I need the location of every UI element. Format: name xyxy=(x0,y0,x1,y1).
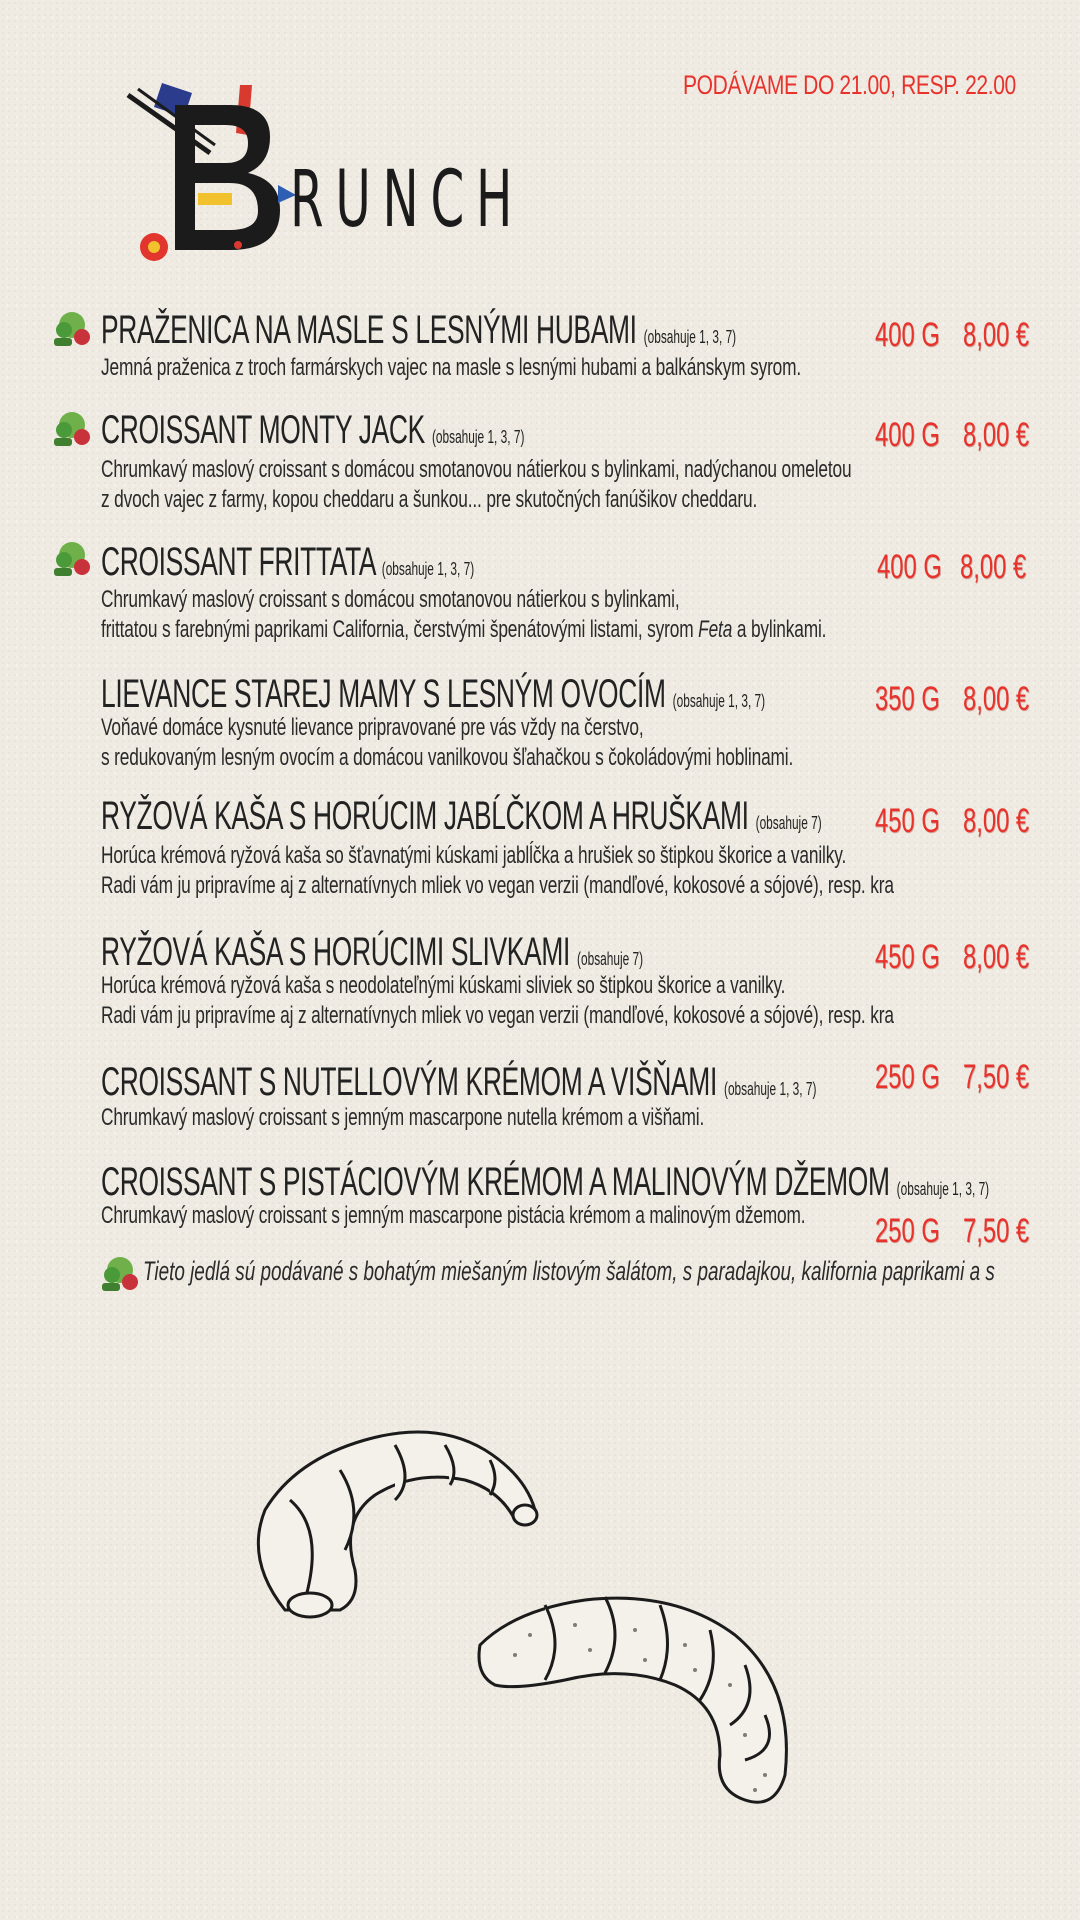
item-weight: 400 G xyxy=(877,548,942,586)
item-description: Chrumkavý maslový croissant s jemným mascarpone nutella krémom a višňami. xyxy=(101,1104,705,1131)
item-weight: 350 G xyxy=(875,680,940,718)
allergens: (obsahuje 1, 3, 7) xyxy=(672,691,766,711)
item-weight: 400 G xyxy=(875,316,940,354)
item-price: 7,50 € xyxy=(963,1212,1030,1250)
item-description: Horúca krémová ryžová kaša s neodolateľnými kúskami sliviek so štipkou škorice a vanilky. xyxy=(101,972,786,999)
item-description: Chrumkavý maslový croissant s jemným mascarpone pistácia krémom a malinovým džemom. xyxy=(101,1202,806,1229)
item-description: z dvoch vajec z farmy, kopou cheddaru a šunkou... pre skutočných fanúšikov cheddaru. xyxy=(101,486,758,513)
croissant-illustration xyxy=(475,1575,805,1815)
vegetable-icon xyxy=(52,410,92,448)
item-title: CROISSANT S NUTELLOVÝM KRÉMOM A VIŠŇAMI (obsahuje 1, 3, 7) xyxy=(101,1060,817,1104)
item-price: 8,00 € xyxy=(963,316,1030,354)
item-weight: 400 G xyxy=(875,416,940,454)
allergens: (obsahuje 7) xyxy=(577,949,644,969)
vegetable-icon xyxy=(52,540,92,578)
item-title: CROISSANT FRITTATA (obsahuje 1, 3, 7) xyxy=(101,540,475,584)
allergens: (obsahuje 1, 3, 7) xyxy=(643,327,737,347)
vegetable-icon xyxy=(52,310,92,348)
item-price: 8,00 € xyxy=(963,416,1030,454)
item-price: 8,00 € xyxy=(960,548,1027,586)
item-description: Horúca krémová ryžová kaša so šťavnatými kúskami jablĺčka a hrušiek so štipkou škorice a vanilky. xyxy=(101,842,847,869)
vegetable-icon xyxy=(100,1255,140,1293)
item-description: s redukovaným lesným ovocím a domácou vanilkovou šľahačkou s čokoládovými hoblinami. xyxy=(101,744,794,771)
item-weight: 450 G xyxy=(875,802,940,840)
footnote: Tieto jedlá sú podávané s bohatým miešaným listovým šalátom, s paradajkou, kalifornia paprikami a s xyxy=(143,1256,995,1286)
logo-wordmark: RUNCH xyxy=(290,155,525,245)
allergens: (obsahuje 1, 3, 7) xyxy=(431,427,525,447)
allergens: (obsahuje 1, 3, 7) xyxy=(896,1179,990,1199)
item-title: RYŽOVÁ KAŠA S HORÚCIMI SLIVKAMI (obsahuje 7) xyxy=(101,930,644,974)
item-price: 8,00 € xyxy=(963,680,1030,718)
serving-hours-note: PODÁVAME DO 21.00, RESP. 22.00 xyxy=(683,70,1016,100)
item-price: 8,00 € xyxy=(963,802,1030,840)
item-title: RYŽOVÁ KAŠA S HORÚCIM JABĹČKOM A HRUŠKAMI (obsahuje 7) xyxy=(101,794,822,838)
item-description: Radi vám ju pripravíme aj z alternatívnych mliek vo vegan verzii (mandľové, kokosové a sójové), resp. kra xyxy=(101,872,894,899)
allergens: (obsahuje 1, 3, 7) xyxy=(723,1079,817,1099)
item-description: Jemná praženica z troch farmárskych vajec na masle s lesnými hubami a balkánskym syrom. xyxy=(101,354,802,381)
item-description: Radi vám ju pripravíme aj z alternatívnych mliek vo vegan verzii (mandľové, kokosové a sójové), resp. kra xyxy=(101,1002,894,1029)
item-description: Chrumkavý maslový croissant s domácou smotanovou nátierkou s bylinkami, xyxy=(101,586,680,613)
item-title: CROISSANT MONTY JACK (obsahuje 1, 3, 7) xyxy=(101,408,525,452)
item-price: 8,00 € xyxy=(963,938,1030,976)
item-title: CROISSANT S PISTÁCIOVÝM KRÉMOM A MALINOVÝM DŽEMOM (obsahuje 1, 3, 7) xyxy=(101,1160,990,1204)
allergens: (obsahuje 1, 3, 7) xyxy=(381,559,475,579)
item-description: Voňavé domáce kysnuté lievance pripravované pre vás vždy na čerstvo, xyxy=(101,714,644,741)
allergens: (obsahuje 7) xyxy=(755,813,822,833)
item-description: frittatou s farebnými paprikami California, čerstvými špenátovými listami, syrom Feta a bylinkami. xyxy=(101,616,827,643)
item-title: PRAŽENICA NA MASLE S LESNÝMI HUBAMI (obsahuje 1, 3, 7) xyxy=(101,308,737,352)
item-price: 7,50 € xyxy=(963,1058,1030,1096)
item-weight: 250 G xyxy=(875,1058,940,1096)
item-title: LIEVANCE STAREJ MAMY S LESNÝM OVOCÍM (obsahuje 1, 3, 7) xyxy=(101,672,766,716)
brunch-logo xyxy=(120,75,560,275)
item-weight: 450 G xyxy=(875,938,940,976)
item-description: Chrumkavý maslový croissant s domácou smotanovou nátierkou s bylinkami, nadýchanou omeletou xyxy=(101,456,852,483)
item-weight: 250 G xyxy=(875,1212,940,1250)
